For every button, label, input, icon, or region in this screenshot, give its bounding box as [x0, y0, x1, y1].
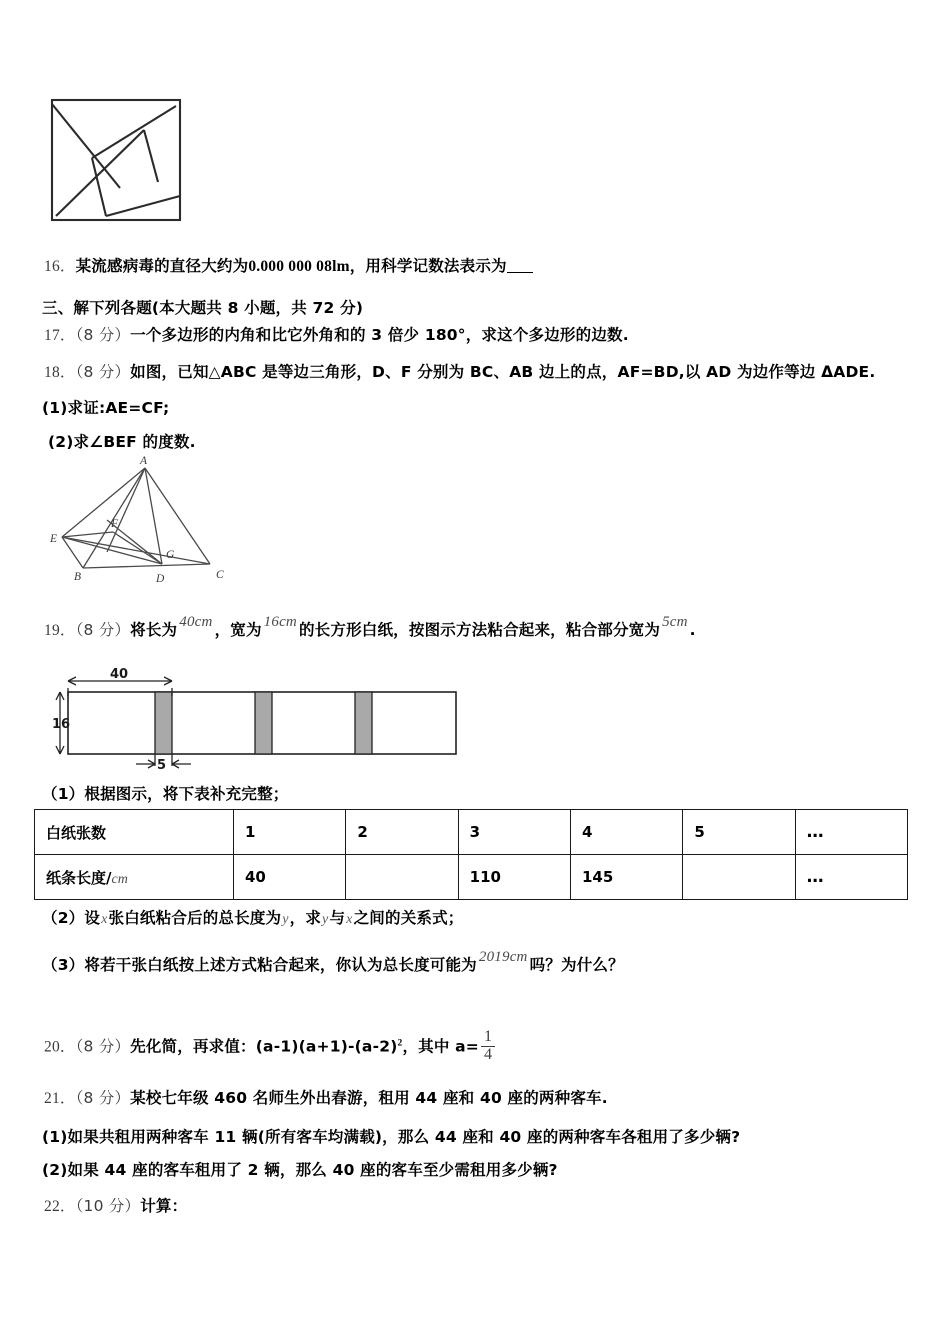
q21-number: 21．: [44, 1090, 76, 1107]
question-20: [44, 1029, 497, 1064]
q19-marks: （8 分）: [75, 621, 131, 639]
q18-sub-1: (1)求证:AE=CF;: [42, 399, 170, 417]
q19-text-4: .: [689, 621, 696, 639]
q20-fraction: [479, 1029, 497, 1064]
q16-number: 16．: [44, 258, 76, 275]
q19-text-1: 将长为: [130, 621, 178, 639]
q18-marks: （8 分）: [75, 363, 131, 381]
q19-sub2-var-x2: x: [346, 912, 353, 927]
row-label-length: 纸条长度/cm: [35, 855, 234, 900]
vertex-label-C: C: [216, 569, 224, 581]
table-row: [35, 810, 908, 855]
q16-value: 0.000 000 08lm: [248, 258, 350, 275]
q19-sub2-d: 与: [329, 909, 346, 927]
fraction-denominator: 4: [481, 1046, 495, 1064]
q19-sub3-math: 2019cm: [478, 949, 528, 965]
q22-text: 计算：: [140, 1197, 188, 1215]
cell-length-more: …: [795, 855, 907, 900]
vertex-label-G: G: [166, 549, 175, 561]
q19-sub2-a: （2）设: [42, 909, 101, 927]
overlap-band-1: [155, 692, 172, 754]
q18-number: 18．: [44, 364, 76, 381]
dim-label-length: 40: [110, 667, 129, 682]
q18-sub-2: (2)求∠BEF 的度数.: [48, 433, 196, 451]
q19-text-3: 的长方形白纸，按图示方法粘合起来，粘合部分宽为: [298, 621, 661, 639]
cell-length-4: 145: [570, 855, 682, 900]
q19-sub3-b: 吗？为什么？: [529, 956, 624, 974]
cell-length-3: 110: [458, 855, 570, 900]
cell-length-5: [683, 855, 795, 900]
q20-text-b: ，其中 a=: [402, 1037, 479, 1056]
tangram-figure: [48, 96, 188, 224]
q19-math-length: 40cm: [179, 614, 213, 630]
table-row: [35, 855, 908, 900]
q22-number: 22．: [44, 1198, 76, 1215]
triangle-abc-figure: [50, 452, 240, 587]
q21-sub-2: (2)如果 44 座的客车租用了 2 辆，那么 40 座的客车至少需租用多少辆?: [42, 1161, 558, 1179]
q20-exponent: 2: [397, 1038, 403, 1049]
q19-sub3-a: （3）将若干张白纸按上述方式粘合起来，你认为总长度可能为: [42, 956, 477, 974]
q19-sub2-c: ，求: [289, 909, 322, 927]
q21-marks: （8 分）: [75, 1089, 131, 1107]
q20-text-a: 先化简，再求值：(a-1)(a+1)-(a-2): [130, 1037, 398, 1056]
q21-text: 某校七年级 460 名师生外出春游，租用 44 座和 40 座的两种客车.: [130, 1089, 608, 1107]
q16-text-a: 某流感病毒的直径大约为: [75, 257, 249, 275]
row-label-sheets: 白纸张数: [35, 810, 234, 855]
q19-sub2-e: 之间的关系式；: [353, 909, 464, 927]
vertex-label-E: E: [50, 533, 58, 545]
cell-length-2: [346, 855, 458, 900]
cell-sheets-2: 2: [346, 810, 458, 855]
cell-sheets-4: 4: [570, 810, 682, 855]
vertex-label-B: B: [74, 571, 82, 583]
dim-label-width: 16: [52, 717, 71, 732]
q19-sub2-var-y2: y: [322, 912, 329, 927]
q19-sub-3: [42, 949, 624, 977]
cell-sheets-3: 3: [458, 810, 570, 855]
q20-number: 20．: [44, 1038, 76, 1056]
q16-text-b: ，用科学记数法表示为: [349, 257, 507, 275]
vertex-label-F: F: [111, 518, 119, 530]
q19-sub2-var-y: y: [282, 912, 289, 927]
q16-answer-blank: [507, 259, 533, 273]
q22-marks: （10 分）: [75, 1197, 141, 1215]
vertex-label-A: A: [140, 455, 148, 467]
section-3-heading: 三、解下列各题(本大题共 8 小题，共 72 分): [42, 299, 364, 317]
q19-sub2-var-x: x: [101, 912, 108, 927]
q19-sub-2: [42, 908, 464, 930]
paper-strip-figure: [52, 666, 472, 780]
q19-math-overlap: 5cm: [662, 614, 688, 630]
paper-length-table: [34, 809, 908, 900]
q19-sub-1: （1）根据图示，将下表补充完整；: [42, 785, 289, 803]
question-22: [44, 1196, 187, 1218]
q18-text: 如图，已知△ABC 是等边三角形，D、F 分别为 BC、AB 边上的点，AF=BD,以 AD 为边作等边 ΔADE.: [130, 363, 876, 381]
cell-sheets-more: …: [795, 810, 907, 855]
cell-length-1: 40: [234, 855, 346, 900]
vertex-label-D: D: [156, 573, 165, 585]
q21-sub-1: (1)如果共租用两种客车 11 辆(所有客车均满载)，那么 44 座和 40 座的两种客车各租用了多少辆?: [42, 1128, 741, 1146]
fraction-numerator: 1: [483, 1028, 493, 1045]
q17-text: 一个多边形的内角和比它外角和的 3 倍少 180°，求这个多边形的边数.: [130, 326, 629, 344]
q19-number: 19．: [44, 622, 76, 639]
cell-sheets-1: 1: [234, 810, 346, 855]
q17-number: 17．: [44, 327, 76, 344]
q19-math-width: 16cm: [263, 614, 297, 630]
overlap-band-2: [255, 692, 272, 754]
q19-text-2: ，宽为: [214, 621, 262, 639]
dim-label-overlap: 5: [157, 758, 167, 773]
cell-sheets-5: 5: [683, 810, 795, 855]
question-16: [44, 256, 533, 278]
question-19: [44, 614, 696, 642]
q19-sub2-b: 张白纸粘合后的总长度为: [108, 909, 282, 927]
question-21: [44, 1088, 608, 1110]
question-17: [44, 325, 629, 347]
question-18: [44, 362, 875, 384]
overlap-band-3: [355, 692, 372, 754]
q20-marks: （8 分）: [75, 1037, 131, 1056]
q17-marks: （8 分）: [75, 326, 131, 344]
